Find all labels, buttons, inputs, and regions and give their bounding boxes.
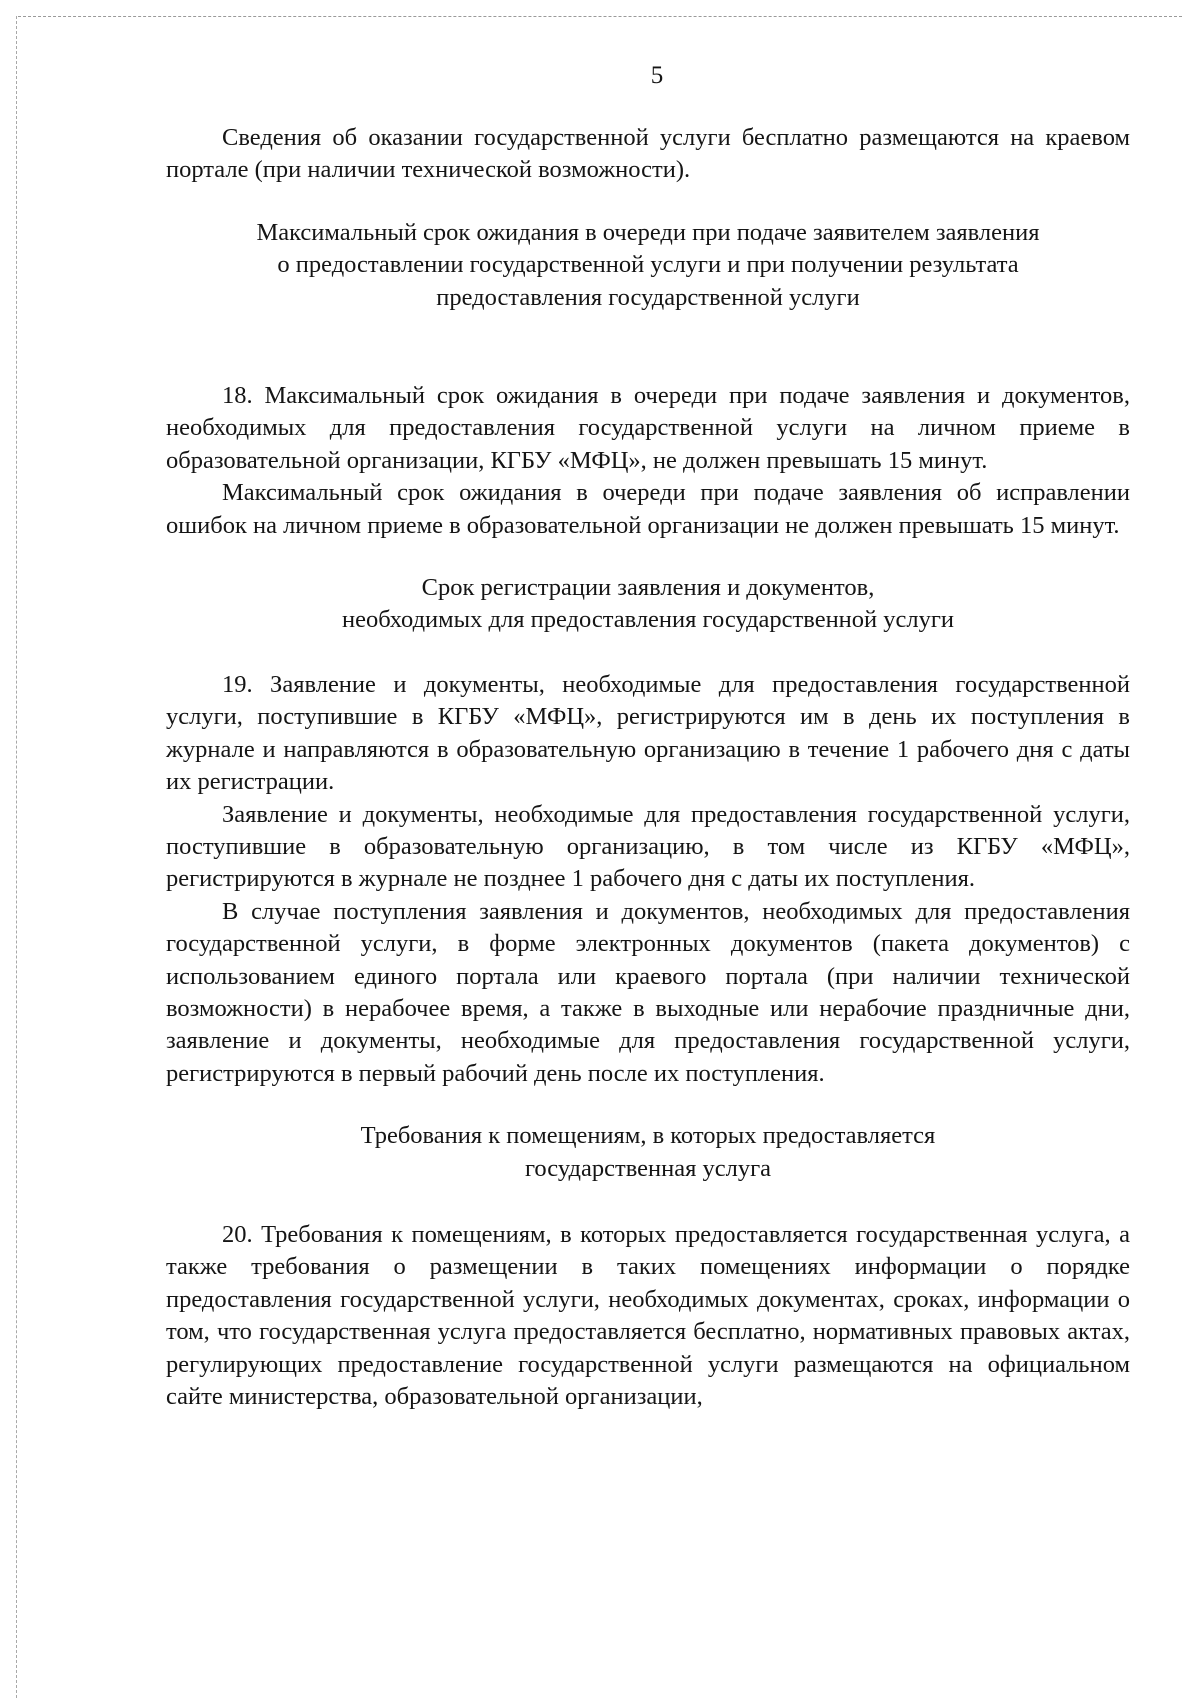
heading-line: Срок регистрации заявления и документов, — [421, 574, 875, 602]
document-page — [166, 60, 1130, 1413]
paragraph-19: 19. Заявление и документы, необходимые для предоставления государственной услуги, поступившие в КГБУ «МФЦ», регистрируются им в день их поступления в журнале и направляются в образовательную организацию в течение 1 рабочего дня с даты их регистрации. — [166, 670, 1130, 796]
paragraph-18-correction: Максимальный срок ожидания в очереди при подаче заявления об исправлении ошибок на личном приеме в образовательной организации не должен превышать 15 минут. — [166, 479, 1130, 539]
section-heading-registration — [166, 572, 1130, 637]
heading-line: предоставления государственной услуги — [436, 283, 860, 311]
heading-line: Требования к помещениям, в которых предоставляется — [360, 1122, 936, 1150]
heading-line: необходимых для предоставления государственной услуги — [341, 606, 955, 634]
scan-border-left — [16, 16, 17, 1698]
paragraph-19-organization: Заявление и документы, необходимые для предоставления государственной услуги, поступившие в образовательную организацию, в том числе из КГБУ «МФЦ», регистрируются в журнале не позднее 1 рабочего дня с даты их поступления. — [166, 800, 1130, 893]
page-number: 5 — [650, 62, 664, 89]
scan-border-top — [18, 16, 1182, 17]
heading-line: Максимальный срок ожидания в очереди при подаче заявителем заявления — [256, 218, 1040, 246]
paragraph-free-info: Сведения об оказании государственной услуги бесплатно размещаются на краевом портале (при наличии технической возможности). — [166, 124, 1130, 184]
heading-line: государственная услуга — [524, 1154, 772, 1182]
paragraph-18: 18. Максимальный срок ожидания в очереди при подаче заявления и документов, необходимых для предоставления государственной услуги на личном приеме в образовательной организации, КГБУ «МФЦ», не должен превышать 15 минут. — [166, 382, 1130, 474]
paragraph-19-electronic: В случае поступления заявления и документов, необходимых для предоставления государственной услуги, в форме электронных документов (пакета документов) с использованием единого портала или краевого портала (при наличии технической возможности) в нерабочее время, а также в выходные или нерабочие праздничные дни, заявление и документы, необходимые для предоставления государственной услуги, регистрируются в первый рабочий день после их поступления. — [166, 897, 1130, 1087]
section-heading-wait-time — [166, 217, 1130, 314]
section-heading-premises — [166, 1120, 1130, 1185]
heading-line: о предоставлении государственной услуги и при получении результата — [277, 251, 1019, 279]
paragraph-20: 20. Требования к помещениям, в которых предоставляется государственная услуга, а также требования о размещении в таких помещениях информации о порядке предоставления государственной услуги, необходимых документах, сроках, информации о том, что государственная услуга предоставляется бесплатно, нормативных правовых актах, регулирующих предоставление государственной услуги размещаются на официальном сайте министерства, образовательной организации, — [166, 1220, 1130, 1410]
